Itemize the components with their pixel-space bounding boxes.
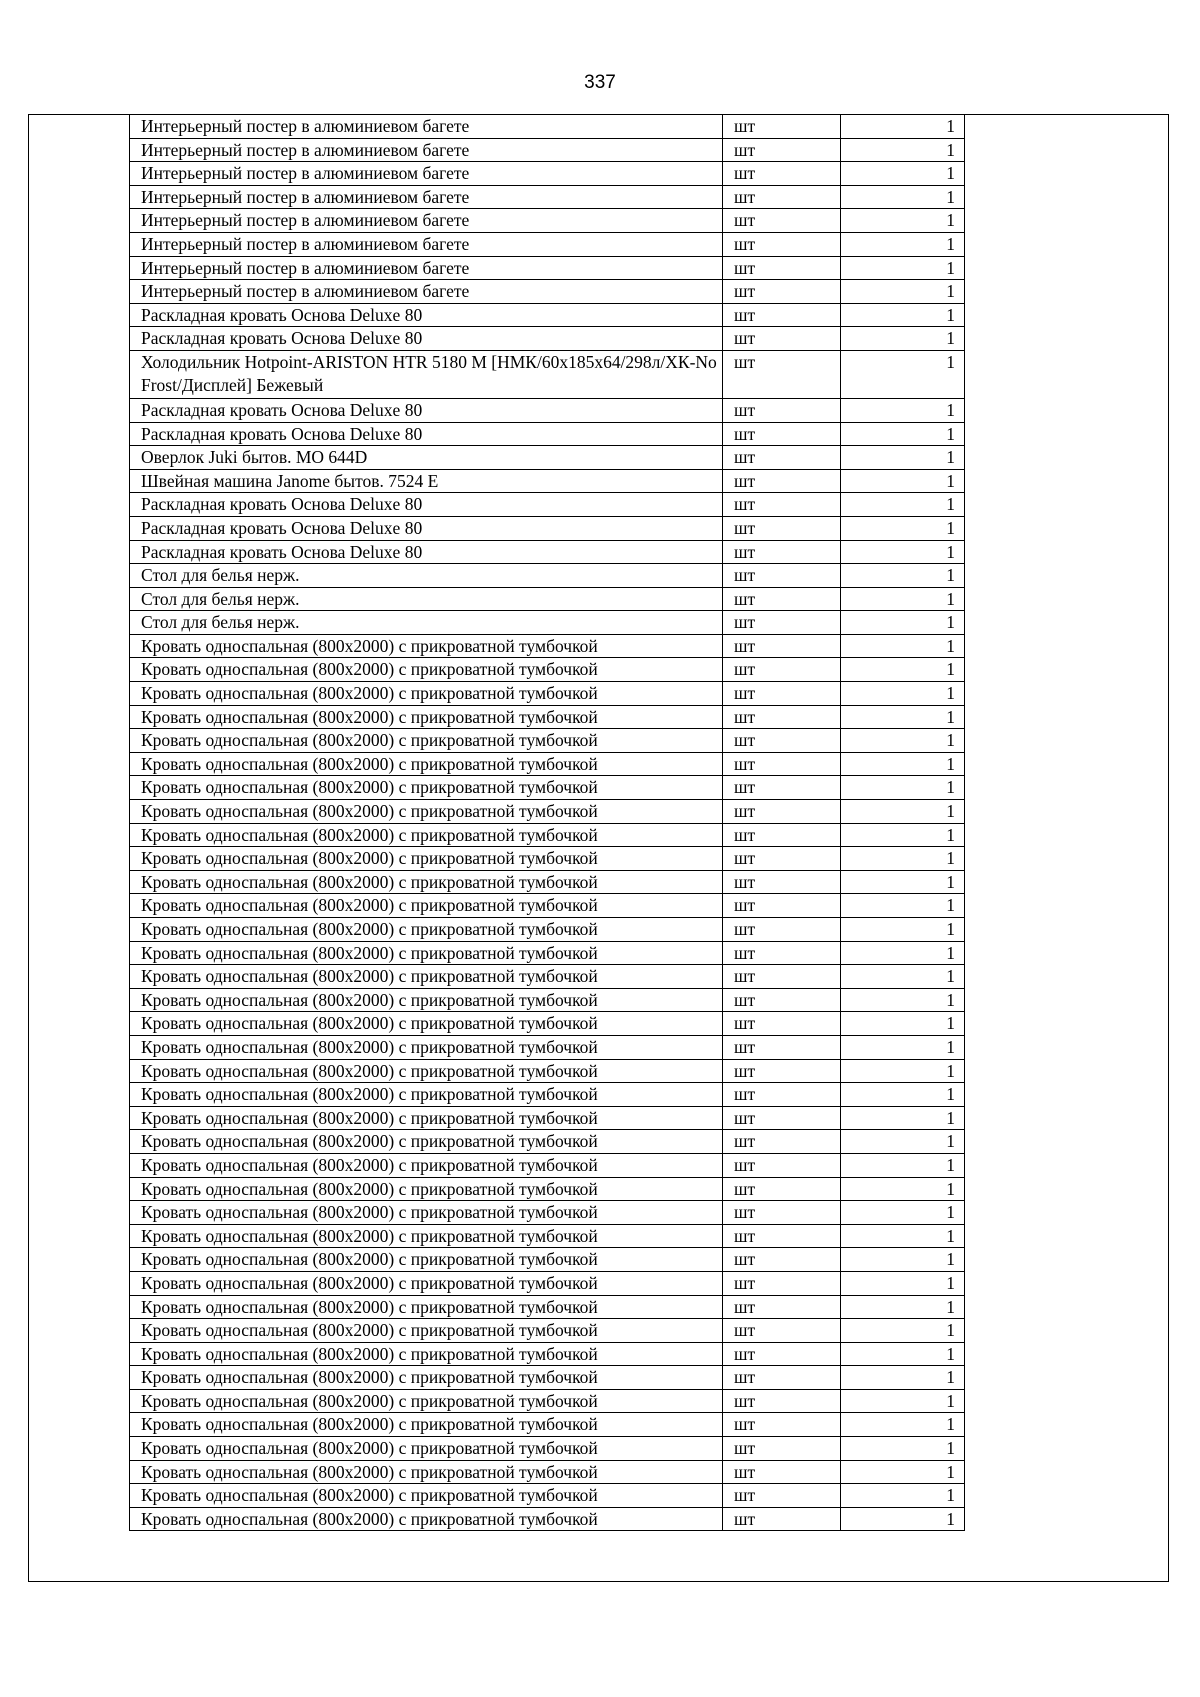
item-unit-cell: шт [723, 185, 841, 209]
item-unit-cell: шт [723, 988, 841, 1012]
item-name-cell: Оверлок Juki бытов. MO 644D [130, 446, 723, 470]
item-name-cell: Интерьерный постер в алюминиевом багете [130, 162, 723, 186]
table-row [130, 682, 965, 706]
item-qty-cell: 1 [841, 682, 965, 706]
item-qty-cell: 1 [841, 564, 965, 588]
table-row [130, 1484, 965, 1508]
item-name-cell: Кровать односпальная (800x2000) с прикроватной тумбочкой [130, 752, 723, 776]
item-unit-cell: шт [723, 1153, 841, 1177]
item-name-cell: Кровать односпальная (800x2000) с прикроватной тумбочкой [130, 1366, 723, 1390]
item-unit-cell: шт [723, 918, 841, 942]
table-row [130, 540, 965, 564]
table-row [130, 564, 965, 588]
item-qty-cell: 1 [841, 1437, 965, 1461]
table-row [130, 1248, 965, 1272]
item-name-cell: Кровать односпальная (800x2000) с прикроватной тумбочкой [130, 823, 723, 847]
item-name-cell: Кровать односпальная (800x2000) с прикроватной тумбочкой [130, 1035, 723, 1059]
table-row [130, 327, 965, 351]
item-qty-cell: 1 [841, 280, 965, 304]
item-qty-cell: 1 [841, 634, 965, 658]
item-unit-cell: шт [723, 1319, 841, 1343]
item-qty-cell: 1 [841, 823, 965, 847]
table-row [130, 256, 965, 280]
item-name-cell: Стол для белья нерж. [130, 587, 723, 611]
table-row [130, 894, 965, 918]
table-row [130, 918, 965, 942]
table-row [130, 1271, 965, 1295]
table-row [130, 1106, 965, 1130]
table-row [130, 1389, 965, 1413]
item-unit-cell: шт [723, 847, 841, 871]
item-name-cell: Кровать односпальная (800x2000) с прикроватной тумбочкой [130, 1083, 723, 1107]
table-row [130, 1201, 965, 1225]
item-name-cell: Кровать односпальная (800x2000) с прикроватной тумбочкой [130, 658, 723, 682]
item-qty-cell: 1 [841, 1507, 965, 1531]
table-row [130, 115, 965, 139]
item-name-cell: Кровать односпальная (800x2000) с прикроватной тумбочкой [130, 847, 723, 871]
table-row [130, 823, 965, 847]
item-name-cell: Стол для белья нерж. [130, 611, 723, 635]
table-row [130, 1507, 965, 1531]
item-unit-cell: шт [723, 1437, 841, 1461]
item-name-cell: Интерьерный постер в алюминиевом багете [130, 232, 723, 256]
item-qty-cell: 1 [841, 988, 965, 1012]
item-name-cell: Кровать односпальная (800x2000) с прикроватной тумбочкой [130, 1507, 723, 1531]
table-row [130, 752, 965, 776]
item-name-cell: Раскладная кровать Основа Deluxe 80 [130, 398, 723, 422]
item-name-cell: Кровать односпальная (800x2000) с прикроватной тумбочкой [130, 894, 723, 918]
item-unit-cell: шт [723, 941, 841, 965]
table-row [130, 800, 965, 824]
item-qty-cell: 1 [841, 350, 965, 398]
table-row [130, 587, 965, 611]
item-qty-cell: 1 [841, 115, 965, 139]
item-name-cell: Раскладная кровать Основа Deluxe 80 [130, 327, 723, 351]
item-unit-cell: шт [723, 1342, 841, 1366]
item-unit-cell: шт [723, 1460, 841, 1484]
item-qty-cell: 1 [841, 493, 965, 517]
item-name-cell: Кровать односпальная (800x2000) с прикроватной тумбочкой [130, 1295, 723, 1319]
item-qty-cell: 1 [841, 1271, 965, 1295]
item-name-cell: Интерьерный постер в алюминиевом багете [130, 185, 723, 209]
item-name-cell: Кровать односпальная (800x2000) с прикроватной тумбочкой [130, 1248, 723, 1272]
items-table-body [130, 115, 965, 1531]
item-qty-cell: 1 [841, 894, 965, 918]
item-unit-cell: шт [723, 776, 841, 800]
table-row [130, 209, 965, 233]
item-qty-cell: 1 [841, 1035, 965, 1059]
item-name-cell: Кровать односпальная (800x2000) с прикроватной тумбочкой [130, 1153, 723, 1177]
item-unit-cell: шт [723, 446, 841, 470]
table-row [130, 729, 965, 753]
item-unit-cell: шт [723, 350, 841, 398]
item-unit-cell: шт [723, 422, 841, 446]
item-name-cell: Кровать односпальная (800x2000) с прикроватной тумбочкой [130, 1319, 723, 1343]
table-row [130, 162, 965, 186]
item-unit-cell: шт [723, 682, 841, 706]
table-row [130, 705, 965, 729]
table-row [130, 1012, 965, 1036]
item-qty-cell: 1 [841, 1201, 965, 1225]
table-row [130, 1177, 965, 1201]
item-unit-cell: шт [723, 138, 841, 162]
table-row [130, 941, 965, 965]
item-name-cell: Интерьерный постер в алюминиевом багете [130, 138, 723, 162]
item-unit-cell: шт [723, 1413, 841, 1437]
item-qty-cell: 1 [841, 232, 965, 256]
item-name-cell: Кровать односпальная (800x2000) с прикроватной тумбочкой [130, 729, 723, 753]
table-row [130, 1342, 965, 1366]
item-qty-cell: 1 [841, 1130, 965, 1154]
item-qty-cell: 1 [841, 870, 965, 894]
table-row [130, 1366, 965, 1390]
item-unit-cell: шт [723, 611, 841, 635]
item-unit-cell: шт [723, 398, 841, 422]
item-qty-cell: 1 [841, 1295, 965, 1319]
table-row [130, 1224, 965, 1248]
item-qty-cell: 1 [841, 611, 965, 635]
item-name-cell: Раскладная кровать Основа Deluxe 80 [130, 303, 723, 327]
item-qty-cell: 1 [841, 446, 965, 470]
table-row [130, 634, 965, 658]
item-qty-cell: 1 [841, 1106, 965, 1130]
item-qty-cell: 1 [841, 1177, 965, 1201]
table-row [130, 493, 965, 517]
item-unit-cell: шт [723, 823, 841, 847]
item-unit-cell: шт [723, 1177, 841, 1201]
item-unit-cell: шт [723, 1248, 841, 1272]
item-unit-cell: шт [723, 658, 841, 682]
item-unit-cell: шт [723, 1201, 841, 1225]
table-row [130, 185, 965, 209]
item-qty-cell: 1 [841, 1484, 965, 1508]
table-row [130, 516, 965, 540]
item-unit-cell: шт [723, 280, 841, 304]
item-name-cell: Кровать односпальная (800x2000) с прикроватной тумбочкой [130, 870, 723, 894]
table-row [130, 422, 965, 446]
item-qty-cell: 1 [841, 1153, 965, 1177]
item-qty-cell: 1 [841, 1083, 965, 1107]
item-qty-cell: 1 [841, 752, 965, 776]
item-name-cell: Кровать односпальная (800x2000) с прикроватной тумбочкой [130, 1224, 723, 1248]
item-qty-cell: 1 [841, 1366, 965, 1390]
item-qty-cell: 1 [841, 776, 965, 800]
item-name-cell: Кровать односпальная (800x2000) с прикроватной тумбочкой [130, 1342, 723, 1366]
item-qty-cell: 1 [841, 1248, 965, 1272]
item-qty-cell: 1 [841, 1460, 965, 1484]
item-name-cell: Кровать односпальная (800x2000) с прикроватной тумбочкой [130, 1012, 723, 1036]
item-unit-cell: шт [723, 209, 841, 233]
item-name-cell: Кровать односпальная (800x2000) с прикроватной тумбочкой [130, 1059, 723, 1083]
table-row [130, 1059, 965, 1083]
item-qty-cell: 1 [841, 965, 965, 989]
item-name-cell: Кровать односпальная (800x2000) с прикроватной тумбочкой [130, 1460, 723, 1484]
table-row [130, 138, 965, 162]
table-row [130, 658, 965, 682]
item-qty-cell: 1 [841, 658, 965, 682]
table-row [130, 446, 965, 470]
item-qty-cell: 1 [841, 847, 965, 871]
item-unit-cell: шт [723, 894, 841, 918]
item-unit-cell: шт [723, 1224, 841, 1248]
item-qty-cell: 1 [841, 1389, 965, 1413]
item-qty-cell: 1 [841, 516, 965, 540]
item-qty-cell: 1 [841, 256, 965, 280]
item-unit-cell: шт [723, 870, 841, 894]
item-name-cell: Интерьерный постер в алюминиевом багете [130, 209, 723, 233]
item-unit-cell: шт [723, 1083, 841, 1107]
table-row [130, 303, 965, 327]
item-name-cell: Кровать односпальная (800x2000) с прикроватной тумбочкой [130, 918, 723, 942]
table-row [130, 1319, 965, 1343]
item-unit-cell: шт [723, 1295, 841, 1319]
item-name-cell: Кровать односпальная (800x2000) с прикроватной тумбочкой [130, 1413, 723, 1437]
item-unit-cell: шт [723, 1271, 841, 1295]
table-row [130, 965, 965, 989]
item-unit-cell: шт [723, 705, 841, 729]
item-name-cell: Кровать односпальная (800x2000) с прикроватной тумбочкой [130, 1177, 723, 1201]
item-name-cell: Кровать односпальная (800x2000) с прикроватной тумбочкой [130, 941, 723, 965]
item-name-cell: Раскладная кровать Основа Deluxe 80 [130, 516, 723, 540]
item-name-cell: Кровать односпальная (800x2000) с прикроватной тумбочкой [130, 1437, 723, 1461]
item-qty-cell: 1 [841, 209, 965, 233]
item-qty-cell: 1 [841, 918, 965, 942]
item-qty-cell: 1 [841, 1224, 965, 1248]
item-name-cell: Раскладная кровать Основа Deluxe 80 [130, 540, 723, 564]
item-unit-cell: шт [723, 469, 841, 493]
item-qty-cell: 1 [841, 1012, 965, 1036]
item-unit-cell: шт [723, 1059, 841, 1083]
item-unit-cell: шт [723, 800, 841, 824]
item-unit-cell: шт [723, 1389, 841, 1413]
item-name-cell: Кровать односпальная (800x2000) с прикроватной тумбочкой [130, 1484, 723, 1508]
item-unit-cell: шт [723, 1035, 841, 1059]
item-unit-cell: шт [723, 327, 841, 351]
table-row [130, 611, 965, 635]
item-unit-cell: шт [723, 493, 841, 517]
item-qty-cell: 1 [841, 422, 965, 446]
item-name-cell: Кровать односпальная (800x2000) с прикроватной тумбочкой [130, 776, 723, 800]
item-unit-cell: шт [723, 115, 841, 139]
table-row [130, 280, 965, 304]
item-unit-cell: шт [723, 1366, 841, 1390]
table-row [130, 1413, 965, 1437]
item-qty-cell: 1 [841, 705, 965, 729]
item-name-cell: Швейная машина Janome бытов. 7524 E [130, 469, 723, 493]
item-unit-cell: шт [723, 1507, 841, 1531]
table-row [130, 1153, 965, 1177]
item-name-cell: Интерьерный постер в алюминиевом багете [130, 115, 723, 139]
item-name-cell: Кровать односпальная (800x2000) с прикроватной тумбочкой [130, 1271, 723, 1295]
item-qty-cell: 1 [841, 587, 965, 611]
item-unit-cell: шт [723, 1012, 841, 1036]
item-qty-cell: 1 [841, 540, 965, 564]
item-name-cell: Кровать односпальная (800x2000) с прикроватной тумбочкой [130, 682, 723, 706]
item-qty-cell: 1 [841, 138, 965, 162]
item-unit-cell: шт [723, 1484, 841, 1508]
item-qty-cell: 1 [841, 729, 965, 753]
item-name-cell: Стол для белья нерж. [130, 564, 723, 588]
table-row [130, 1460, 965, 1484]
item-qty-cell: 1 [841, 398, 965, 422]
item-name-cell: Кровать односпальная (800x2000) с прикроватной тумбочкой [130, 705, 723, 729]
table-row [130, 847, 965, 871]
item-unit-cell: шт [723, 729, 841, 753]
item-qty-cell: 1 [841, 1342, 965, 1366]
item-unit-cell: шт [723, 965, 841, 989]
item-name-cell: Кровать односпальная (800x2000) с прикроватной тумбочкой [130, 634, 723, 658]
item-unit-cell: шт [723, 540, 841, 564]
page-number: 337 [584, 72, 616, 93]
item-qty-cell: 1 [841, 162, 965, 186]
table-row [130, 232, 965, 256]
table-row [130, 1130, 965, 1154]
item-name-cell: Кровать односпальная (800x2000) с прикроватной тумбочкой [130, 988, 723, 1012]
item-name-cell: Холодильник Hotpoint-ARISTON HTR 5180 M [НМК/60x185x64/298л/ХК-No Frost/Дисплей] Бежевый [130, 350, 723, 398]
table-row [130, 469, 965, 493]
item-unit-cell: шт [723, 516, 841, 540]
item-qty-cell: 1 [841, 303, 965, 327]
table-row [130, 870, 965, 894]
item-name-cell: Раскладная кровать Основа Deluxe 80 [130, 422, 723, 446]
item-name-cell: Кровать односпальная (800x2000) с прикроватной тумбочкой [130, 1130, 723, 1154]
item-qty-cell: 1 [841, 1319, 965, 1343]
item-unit-cell: шт [723, 1130, 841, 1154]
table-row [130, 350, 965, 398]
item-unit-cell: шт [723, 303, 841, 327]
item-qty-cell: 1 [841, 185, 965, 209]
item-name-cell: Интерьерный постер в алюминиевом багете [130, 280, 723, 304]
table-row [130, 398, 965, 422]
item-qty-cell: 1 [841, 941, 965, 965]
item-name-cell: Интерьерный постер в алюминиевом багете [130, 256, 723, 280]
table-row [130, 1295, 965, 1319]
item-name-cell: Раскладная кровать Основа Deluxe 80 [130, 493, 723, 517]
item-unit-cell: шт [723, 232, 841, 256]
table-row [130, 1083, 965, 1107]
table-row [130, 776, 965, 800]
items-table [129, 114, 965, 1531]
item-qty-cell: 1 [841, 469, 965, 493]
item-qty-cell: 1 [841, 800, 965, 824]
item-name-cell: Кровать односпальная (800x2000) с прикроватной тумбочкой [130, 965, 723, 989]
item-unit-cell: шт [723, 564, 841, 588]
table-row [130, 1437, 965, 1461]
item-unit-cell: шт [723, 587, 841, 611]
item-unit-cell: шт [723, 634, 841, 658]
item-name-cell: Кровать односпальная (800x2000) с прикроватной тумбочкой [130, 1201, 723, 1225]
item-unit-cell: шт [723, 1106, 841, 1130]
item-name-cell: Кровать односпальная (800x2000) с прикроватной тумбочкой [130, 1389, 723, 1413]
table-row [130, 1035, 965, 1059]
item-qty-cell: 1 [841, 1059, 965, 1083]
item-qty-cell: 1 [841, 327, 965, 351]
item-name-cell: Кровать односпальная (800x2000) с прикроватной тумбочкой [130, 800, 723, 824]
item-unit-cell: шт [723, 162, 841, 186]
table-row [130, 988, 965, 1012]
item-qty-cell: 1 [841, 1413, 965, 1437]
item-unit-cell: шт [723, 752, 841, 776]
item-unit-cell: шт [723, 256, 841, 280]
item-name-cell: Кровать односпальная (800x2000) с прикроватной тумбочкой [130, 1106, 723, 1130]
